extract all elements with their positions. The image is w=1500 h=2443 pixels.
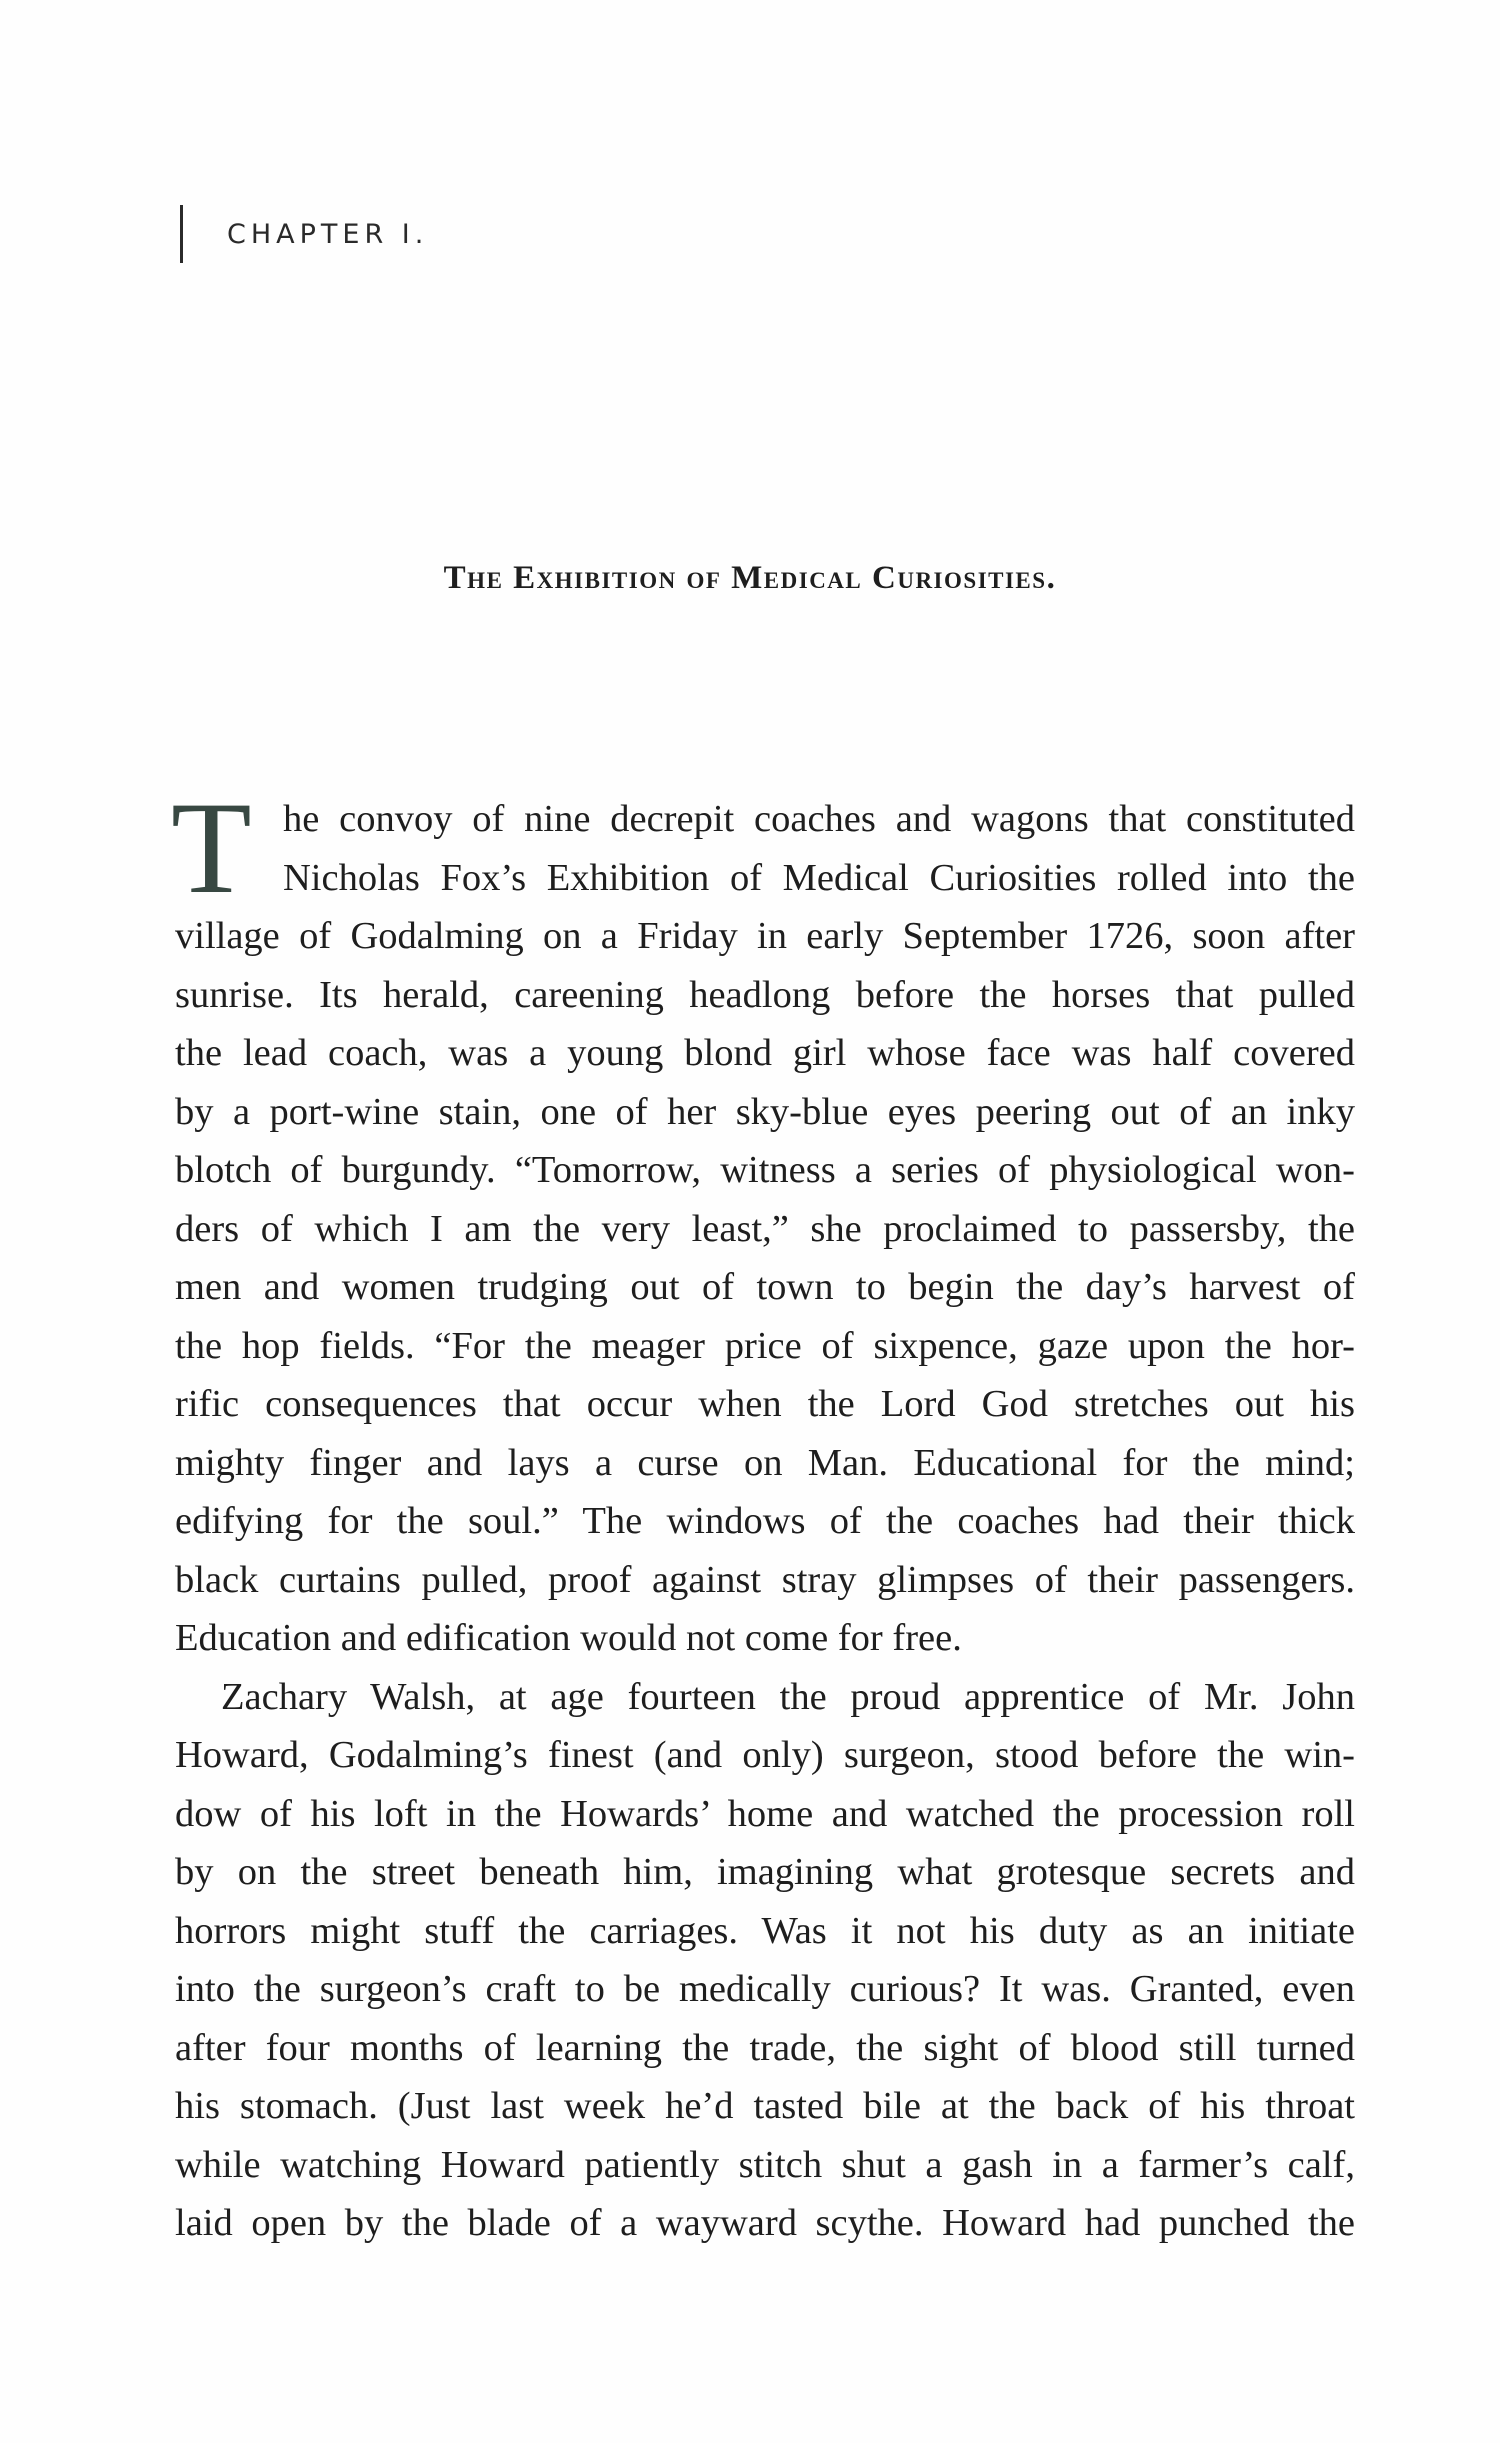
text-line: after four months of learning the trade, the sight of blood still turned: [175, 2026, 1355, 2069]
text-line: the lead coach, was a young blond girl whose face was half covered: [175, 1032, 1355, 1074]
text-line: black curtains pulled, proof against stray glimpses of their passengers.: [175, 1558, 1355, 1601]
paragraph-2: [175, 1668, 1355, 2253]
text-line: mighty finger and lays a curse on Man. Educational for the mind;: [175, 1441, 1355, 1484]
chapter-heading: [180, 205, 428, 263]
text-line: sunrise. Its herald, careening headlong before the horses that pulled: [175, 973, 1355, 1016]
paragraph-1: [171, 774, 1355, 1668]
text-line: Nicholas Fox’s Exhibition of Medical Curiosities rolled into the: [283, 856, 1355, 899]
text-line: horrors might stuff the carriages. Was it not his duty as an initiate: [175, 1909, 1355, 1952]
text-line: by a port-wine stain, one of her sky-blue eyes peering out of an inky: [175, 1090, 1355, 1133]
drop-cap: T: [171, 774, 252, 921]
text-line: ders of which I am the very least,” she proclaimed to passersby, the: [175, 1207, 1355, 1250]
text-line: men and women trudging out of town to begin the day’s harvest of: [175, 1266, 1355, 1308]
text-line: laid open by the blade of a wayward scythe. Howard had punched the: [175, 2202, 1355, 2244]
text-line: village of Godalming on a Friday in early September 1726, soon after: [175, 915, 1355, 957]
text-line: blotch of burgundy. “Tomorrow, witness a series of physiological won-: [175, 1149, 1355, 1191]
text-line: into the surgeon’s craft to be medically curious? It was. Granted, even: [175, 1968, 1355, 2010]
text-line: rific consequences that occur when the Lord God stretches out his: [175, 1383, 1355, 1425]
chapter-rule-divider: [180, 205, 183, 263]
text-line: Howard, Godalming’s finest (and only) surgeon, stood before the win-: [175, 1734, 1355, 1776]
chapter-number: CHAPTER I.: [227, 218, 429, 250]
text-line: he convoy of nine decrepit coaches and wagons that constituted: [283, 798, 1355, 840]
text-line: Education and edification would not come for free.: [175, 1617, 962, 1659]
text-line: his stomach. (Just last week he’d tasted bile at the back of his throat: [175, 2085, 1355, 2127]
text-line: the hop fields. “For the meager price of sixpence, gaze upon the hor-: [175, 1324, 1355, 1367]
chapter-body: [171, 774, 1355, 2253]
text-line: Zachary Walsh, at age fourteen the proud apprentice of Mr. John: [221, 1675, 1355, 1718]
text-line: while watching Howard patiently stitch shut a gash in a farmer’s calf,: [175, 2143, 1355, 2186]
text-line: dow of his loft in the Howards’ home and watched the procession roll: [175, 1792, 1355, 1835]
chapter-title: The Exhibition of Medical Curiosities.: [443, 560, 1057, 596]
text-line: edifying for the soul.” The windows of the coaches had their thick: [175, 1500, 1355, 1542]
text-line: by on the street beneath him, imagining what grotesque secrets and: [175, 1851, 1355, 1893]
